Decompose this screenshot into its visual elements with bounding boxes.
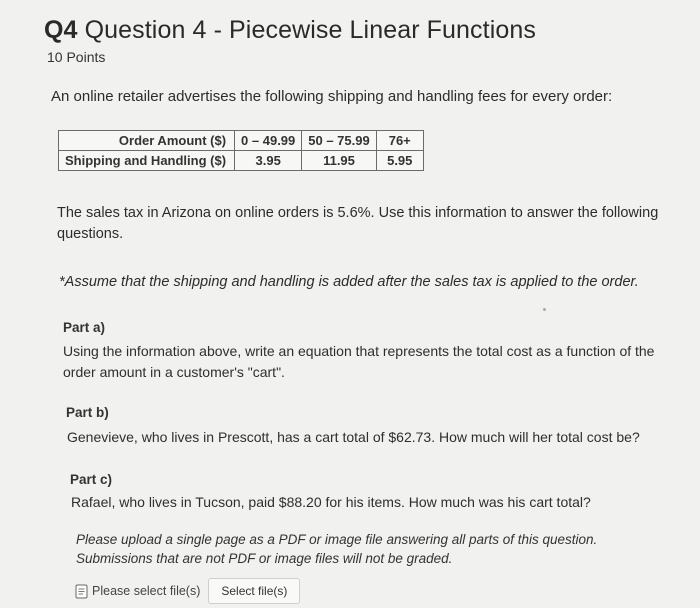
file-upload-text: Please select file(s): [92, 584, 201, 598]
question-number: Q4: [44, 16, 78, 44]
order-amount-header: Order Amount ($): [59, 131, 235, 151]
file-upload-label[interactable]: [75, 584, 200, 599]
question-title-text: Question 4 - Piecewise Linear Functions: [84, 16, 536, 44]
part-b-text: Genevieve, who lives in Prescott, has a cart total of $62.73. How much will her total cost be?: [67, 429, 640, 445]
file-upload: [75, 578, 300, 604]
part-b-label: Part b): [66, 405, 109, 420]
select-files-button[interactable]: Select file(s): [208, 578, 300, 604]
shipping-handling-header: Shipping and Handling ($): [59, 151, 235, 171]
range-cell: 0 – 49.99: [235, 131, 302, 151]
instructions-line-2: Submissions that are not PDF or image files will not be graded.: [76, 551, 453, 566]
part-a-text: Using the information above, write an equation that represents the total cost as a function of the order amount in a customer's "cart".: [63, 343, 655, 380]
speck: [543, 308, 546, 311]
fee-cell: 11.95: [302, 151, 376, 171]
upload-instructions: [76, 530, 597, 568]
question-points: 10 Points: [47, 49, 106, 65]
part-a-label: Part a): [63, 320, 106, 335]
file-icon: [75, 584, 88, 599]
instructions-line-1: Please upload a single page as a PDF or image file answering all parts of this question.: [76, 532, 598, 547]
range-cell: 76+: [376, 131, 423, 151]
shipping-fee-table: [58, 130, 424, 171]
table-row: [59, 131, 424, 151]
assumption-note: *Assume that the shipping and handling is added after the sales tax is applied to the order.: [59, 274, 639, 290]
sales-tax-text: The sales tax in Arizona on online orders is 5.6%. Use this information to answer the following questions.: [57, 205, 659, 242]
question-title: [44, 16, 536, 45]
table-row: [59, 151, 424, 171]
part-c-text: Rafael, who lives in Tucson, paid $88.20 for his items. How much was his cart total?: [71, 494, 591, 510]
question-intro: An online retailer advertises the following shipping and handling fees for every order:: [51, 88, 613, 105]
range-cell: 50 – 75.99: [302, 131, 376, 151]
part-c-label: Part c): [70, 472, 113, 487]
fee-cell: 3.95: [235, 151, 302, 171]
fee-cell: 5.95: [376, 151, 423, 171]
